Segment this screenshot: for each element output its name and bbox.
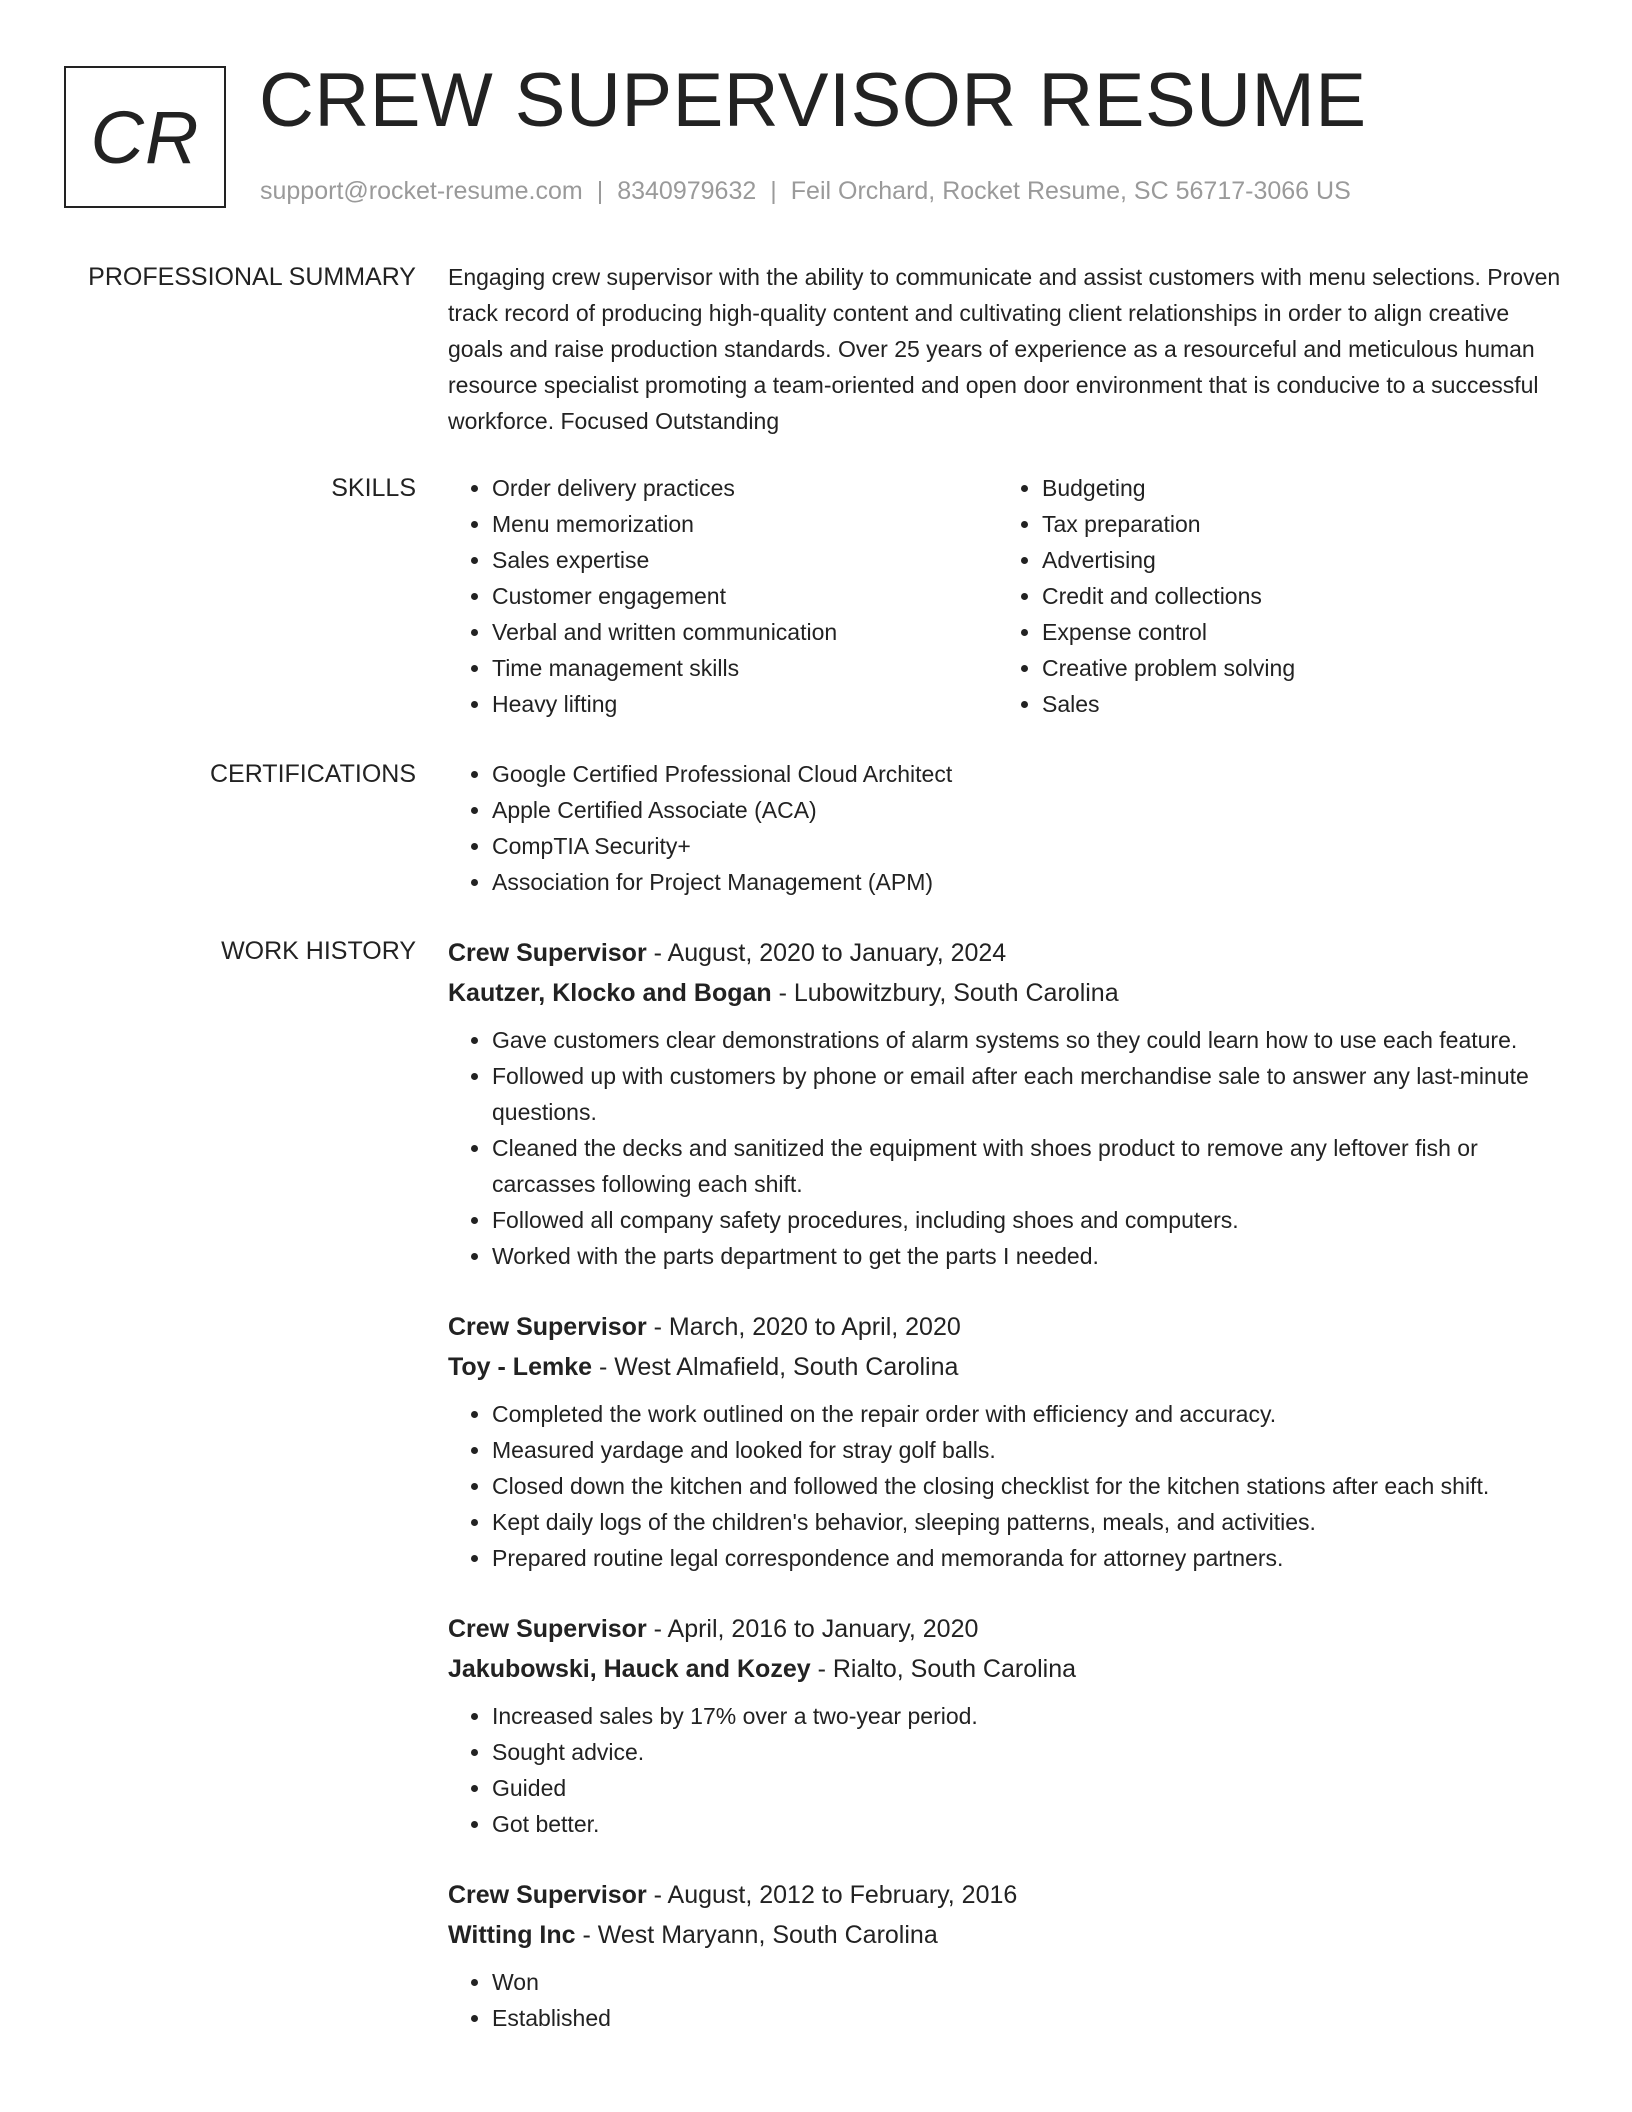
job-bullet: • Kept daily logs of the children's behavior, sleeping patterns, meals, and activities. — [492, 1504, 1570, 1540]
certifications-list — [448, 756, 1570, 900]
skill-item: • Budgeting — [1042, 470, 1548, 506]
job-bullets — [448, 1022, 1570, 1274]
skill-item: • Credit and collections — [1042, 578, 1548, 614]
certification-item: • CompTIA Security+ — [492, 828, 1570, 864]
monogram-logo: CR — [64, 66, 226, 208]
work-history-heading: WORK HISTORY — [221, 937, 416, 965]
job-entry — [448, 1609, 1570, 1842]
contact-phone: 8340979632 — [617, 177, 757, 205]
job-title: Crew Supervisor — [448, 1881, 647, 1909]
job-bullet: • Won — [492, 1964, 1570, 2000]
skill-item: • Order delivery practices — [492, 470, 998, 506]
job-bullet: • Worked with the parts department to get the parts I needed. — [492, 1238, 1570, 1274]
job-dates: - August, 2012 to February, 2016 — [646, 1881, 1018, 1909]
job-title-line — [448, 1609, 1570, 1649]
job-company-line — [448, 1347, 1570, 1387]
job-bullets — [448, 1964, 1570, 2036]
job-title: Crew Supervisor — [448, 1313, 647, 1341]
job-bullet: • Followed up with customers by phone or email after each merchandise sale to answer any last-minute questions. — [492, 1058, 1570, 1130]
job-bullet: • Measured yardage and looked for stray golf balls. — [492, 1432, 1570, 1468]
contact-separator: | — [596, 177, 604, 205]
job-company-line — [448, 1649, 1570, 1689]
summary-text: Engaging crew supervisor with the ability to communicate and assist customers with menu selections. Proven track record of producing high-quality content and cultivating client relationships in order to align creative goals and raise production standards. Over 25 years of experience as a resourceful and meticulous human resource specialist promoting a team-oriented and open door environment that is conducive to a successful workforce. Focused Outstanding — [448, 264, 1561, 434]
job-bullets — [448, 1698, 1570, 1842]
job-bullet: • Gave customers clear demonstrations of alarm systems so they could learn how to use each feature. — [492, 1022, 1570, 1058]
job-company: Kautzer, Klocko and Bogan — [448, 979, 772, 1007]
job-entry — [448, 1307, 1570, 1576]
job-location: - West Almafield, South Carolina — [592, 1353, 959, 1381]
skill-item: • Heavy lifting — [492, 686, 998, 722]
certifications-heading: CERTIFICATIONS — [209, 760, 416, 788]
work-history-body — [448, 933, 1570, 2069]
job-title: Crew Supervisor — [448, 1615, 647, 1643]
job-location: - Lubowitzbury, South Carolina — [771, 979, 1119, 1007]
summary-body — [448, 259, 1570, 439]
skill-item: • Sales — [1042, 686, 1548, 722]
job-bullet: • Sought advice. — [492, 1734, 1570, 1770]
job-bullet: • Completed the work outlined on the repair order with efficiency and accuracy. — [492, 1396, 1570, 1432]
job-dates: - March, 2020 to April, 2020 — [646, 1313, 961, 1341]
skill-item: • Expense control — [1042, 614, 1548, 650]
certification-item: • Google Certified Professional Cloud Architect — [492, 756, 1570, 792]
contact-line — [260, 175, 1351, 207]
resume-title: CREW SUPERVISOR RESUME — [259, 58, 1367, 143]
skills-list-left — [448, 470, 998, 722]
job-bullet: • Followed all company safety procedures, including shoes and computers. — [492, 1202, 1570, 1238]
contact-email: support@rocket-resume.com — [260, 177, 583, 205]
job-entry — [448, 1875, 1570, 2036]
job-bullet: • Closed down the kitchen and followed the closing checklist for the kitchen stations after each shift. — [492, 1468, 1570, 1504]
job-bullet: • Increased sales by 17% over a two-year period. — [492, 1698, 1570, 1734]
job-bullet: • Established — [492, 2000, 1570, 2036]
skill-item: • Menu memorization — [492, 506, 998, 542]
skills-heading: SKILLS — [331, 474, 416, 502]
job-dates: - April, 2016 to January, 2020 — [646, 1615, 979, 1643]
skill-item: • Creative problem solving — [1042, 650, 1548, 686]
summary-heading: PROFESSIONAL SUMMARY — [88, 263, 416, 291]
job-company-line — [448, 1915, 1570, 1955]
job-location: - Rialto, South Carolina — [810, 1655, 1077, 1683]
job-company: Witting Inc — [448, 1921, 576, 1949]
certifications-body — [448, 756, 1570, 900]
skill-item: • Sales expertise — [492, 542, 998, 578]
certification-item: • Apple Certified Associate (ACA) — [492, 792, 1570, 828]
job-company: Toy - Lemke — [448, 1353, 593, 1381]
skill-item: • Tax preparation — [1042, 506, 1548, 542]
certification-item: • Association for Project Management (APM) — [492, 864, 1570, 900]
job-bullet: • Prepared routine legal correspondence and memoranda for attorney partners. — [492, 1540, 1570, 1576]
job-company: Jakubowski, Hauck and Kozey — [448, 1655, 811, 1683]
skills-body — [448, 470, 1570, 722]
skill-item: • Customer engagement — [492, 578, 998, 614]
job-bullet: • Got better. — [492, 1806, 1570, 1842]
job-title-line — [448, 1875, 1570, 1915]
job-entry — [448, 933, 1570, 1274]
job-dates: - August, 2020 to January, 2024 — [646, 939, 1007, 967]
job-title: Crew Supervisor — [448, 939, 647, 967]
job-bullet: • Cleaned the decks and sanitized the equipment with shoes product to remove any leftover fish or carcasses following each shift. — [492, 1130, 1570, 1202]
job-location: - West Maryann, South Carolina — [575, 1921, 938, 1949]
skill-item: • Verbal and written communication — [492, 614, 998, 650]
skills-list-right — [998, 470, 1548, 722]
contact-separator: | — [770, 177, 777, 205]
job-title-line — [448, 933, 1570, 973]
job-company-line — [448, 973, 1570, 1013]
skill-item: • Advertising — [1042, 542, 1548, 578]
skill-item: • Time management skills — [492, 650, 998, 686]
job-title-line — [448, 1307, 1570, 1347]
contact-address: Feil Orchard, Rocket Resume, SC 56717-3066 US — [790, 177, 1351, 205]
job-bullets — [448, 1396, 1570, 1576]
job-bullet: • Guided — [492, 1770, 1570, 1806]
